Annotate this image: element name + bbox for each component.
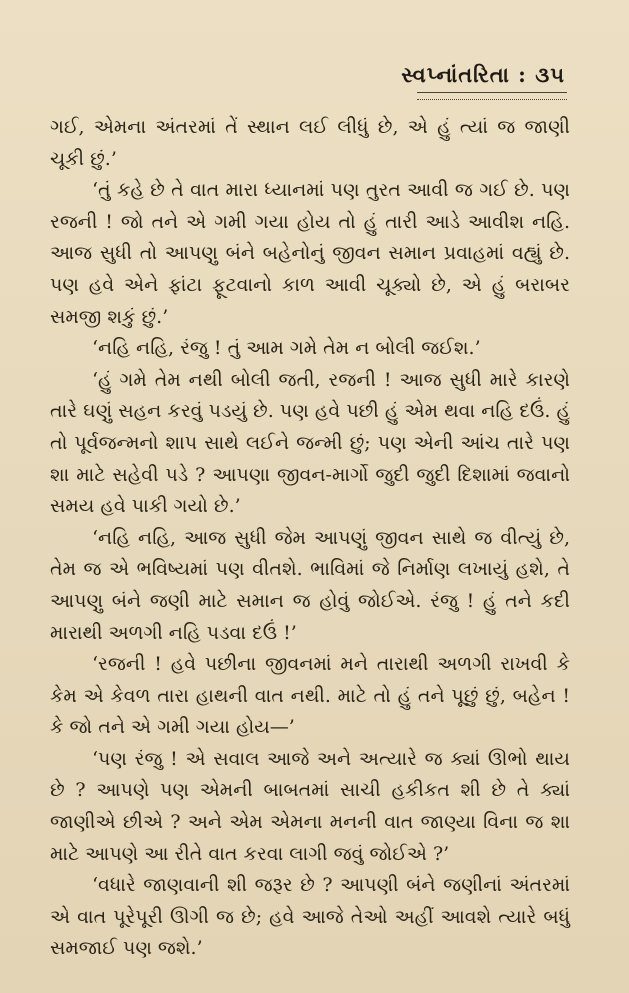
page-body [50, 112, 570, 965]
header-underline [417, 92, 567, 100]
paragraph: ‘નહિ નહિ, રંજુ ! તું આમ ગમે તેમ ન બોલી જઈશ.’ [92, 337, 481, 360]
paragraph: ‘તું કહે છે તે વાત મારા ધ્યાનમાં પણ તુરત આવી જ ગઈ છે. પણ રજની ! જો તને એ ગમી ગયા હોય તો હું તારી આડે આવીશ નહિ. આજ સુધી તો આપણુ બંને બહેનોનું જીવન સમાન પ્રવાહમાં વહ્યું છે. પણ હવે એને ફાંટા ફૂટવાનો કાળ આવી ચૂક્યો છે, એ હું બરાબર સમજી શકું છું.’ [50, 179, 570, 328]
paragraph-continued: ગઈ, એમના અંતરમાં તેં સ્થાન લઈ લીધું છે, એ હું ત્યાં જ જાણી ચૂકી છું.’ [50, 116, 570, 170]
paragraph: ‘વધારે જાણવાની શી જરૂર છે ? આપણી બંને જણીનાં અંતરમાં એ વાત પૂરેપૂરી ઊગી જ છે; હવે આજે તેઓ અહીં આવશે ત્યારે બધું સમજાઈ પણ જશે.’ [50, 874, 570, 960]
paragraph: ‘રજની ! હવે પછીના જીવનમાં મને તારાથી અળગી રાખવી કે કેમ એ કેવળ તારા હાથની વાત નથી. માટે તો હું તને પૂછું છું, બહેન ! કે જો તને એ ગમી ગયા હોય—’ [50, 653, 570, 739]
paragraph: ‘હું ગમે તેમ નથી બોલી જતી, રજની ! આજ સુધી મારે કારણે તારે ઘણું સહન કરવું પડયું છે. પણ હવે પછી હું એમ થવા નહિ દઉં. હું તો પૂર્વજન્મનો શાપ સાથે લઈને જન્મી છું; પણ એની આંચ તારે પણ શા માટે સહેવી પડે ? આપણા જીવન-માર્ગો જુદી જુદી દિશામાં જવાનો સમય હવે પાકી ગયો છે.’ [50, 368, 570, 518]
paragraph: ‘નહિ નહિ, આજ સુધી જેમ આપણું જીવન સાથે જ વીત્યું છે, તેમ જ એ ભવિષ્યમાં પણ વીતશે. ભાવિમાં જે નિર્માણ લખાયું હશે, તે આપણુ બંને જણી માટે સમાન જ હોવું જોઈએ. રંજુ ! હું તને કદી મારાથી અળગી નહિ પડવા દઉં !’ [50, 526, 570, 644]
paragraph: ‘પણ રંજુ ! એ સવાલ આજે અને અત્યારે જ ક્યાં ઊભો થાય છે ? આપણે પણ એમની બાબતમાં સાચી હકીકત શી છે તે ક્યાં જાણીએ છીએ ? અને એમ એમના મનની વાત જાણ્યા વિના જ શા માટે આપણે આ રીતે વાત કરવા લાગી જવું જોઈએ ?’ [50, 747, 570, 865]
running-header: સ્વપ્નાંતરિતા : ૩૫ [401, 62, 565, 87]
